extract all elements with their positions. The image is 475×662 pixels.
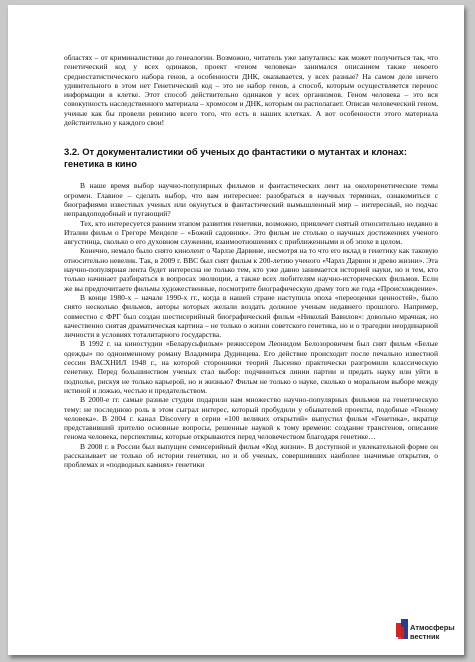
publisher-logo-text: Атмосферы вестник <box>410 623 455 641</box>
paragraph: В конце 1980-х – начале 1990-х гг., когда в нашей стране наступила эпоха «переоценки ценностей», было снято несколько фильмов, авторы которых желали воздать должное ученым недавнего прошлого. Например, совместно с ФРГ был создан шестисерийный биографический фильм «Николай Вавилов»: довольно мрачная, но качественно снятая драматическая картина – не только о жизни советского генетика, но и о трагедии неординарной личности в условиях тоталитарного государства. <box>64 292 438 340</box>
page-content <box>64 53 438 470</box>
publisher-logo <box>396 617 462 647</box>
paragraph: В 2000-е гг. самые разные студии подарили нам множество научно-популярных фильмов на генетическую тему: не последнюю роль в этом сыграл интерес, который пробудили у обывателей проекты, подобные «Геному человека». В 2004 г. канал Discovery в серии «100 великих открытий» выпустил фильм «Генетика», вкратце представивший зрителю основные вопросы, решенные наукой к тому времени: создание трансгенов, описание генома человека, перспективы, которые открываются перед человечеством благодаря генетике… <box>64 395 438 442</box>
section-heading: 3.2. От документалистики об ученых до фантастики о мутантах и клонах: генетика в кино <box>64 146 407 169</box>
paragraph: В наше время выбор научно-популярных фильмов и фантастических лент на околоренетические темы огромен. Главное – сделать выбор, что вам интереснее: разобраться в научных терминах, ознакомиться с биографиями известных ученых или окунуться в фантастический вымышленный мир – интересный, но подчас неправдоподобный и пугающий? <box>64 181 438 219</box>
document-page <box>8 5 464 655</box>
paragraph: Тех, кто интересуется ранним этапом развития генетики, возможно, привлечет снятый относительно недавно в Италии фильм о Грегоре Менделе – «Божий садовник». Это фильм не столько о научных достижениях ученого августинца, сколько о его духовном служении, взаимоотношениях с приближенными и об эпохе в целом. <box>64 218 438 247</box>
intro-paragraph: областях – от криминалистики до генеалогии. Возможно, читатель уже запутались: как может получиться так, что генетический код у всех одинаков, проект «геном человека» занимался описанием также некоего среднестатистического набора генов, а особенности ДНК, оказывается, у всех разные? На самом деле ничего удивительного в этом нет Генетический код – это не набор генов, а способ, которым осуществляется перенос информации в клетке. Этот способ действительно одинаков у всех организмов. Геном человека – это вся совокупность наследственного материала – хромосом и ДНК, которым он располагает. Описав человеческий геном, ученые как бы провели ревизию всего того, что есть в наших клетках. А вот особенности этого материала действительно у каждого свои! <box>64 53 438 128</box>
paragraph: Конечно, немало было снято кинолент о Чарлзе Дарвине, несмотря на то что его вклад в генетику как таковую относительно невелик. Так, в 2009 г. BBC был снят фильм к 200-летию ученого «Чарлз Дарвин и древо жизни». Эта научно-популярная лента будет интересна не только тем, кто уже давно занимается историей науки, но и тем, кто только начинает разбираться в вопросах эволюции, а также всех любителям научно-исторических фильмов. Если же вы предпочитаете фильмы художественные, посмотрите биографическую драму того же года «Происхождение». <box>64 246 438 293</box>
paragraph: В 1992 г. на киностудии «Беларусьфильм» режиссером Леонидом Белозоровичем был снят фильм «Белые одежды» по одноименному роману Владимира Дудинцева. Его действие происходит после печально известной сессии ВАСХНИЛ 1948 г., на которой сторонники теорий Лысенко практически разгромили классическую генетику. Перед большинством ученых стал выбор: подчиниться линии партии и предать науку или уйти в подполье, рискуя не только карьерой, но и жизнью? Фильм не только о науке, сколько о моральном выборе между истиной и ложью, честью и предательством. <box>64 339 438 395</box>
paragraph: В 2008 г. в России был выпущен семисерийный фильм «Код жизни». В доступной и увлекательной форме он рассказывает не только об истории генетики, но и об ученых, совершивших наиболее значимые открытия, о проблемах и «подводных камнях» генетики <box>64 441 438 470</box>
